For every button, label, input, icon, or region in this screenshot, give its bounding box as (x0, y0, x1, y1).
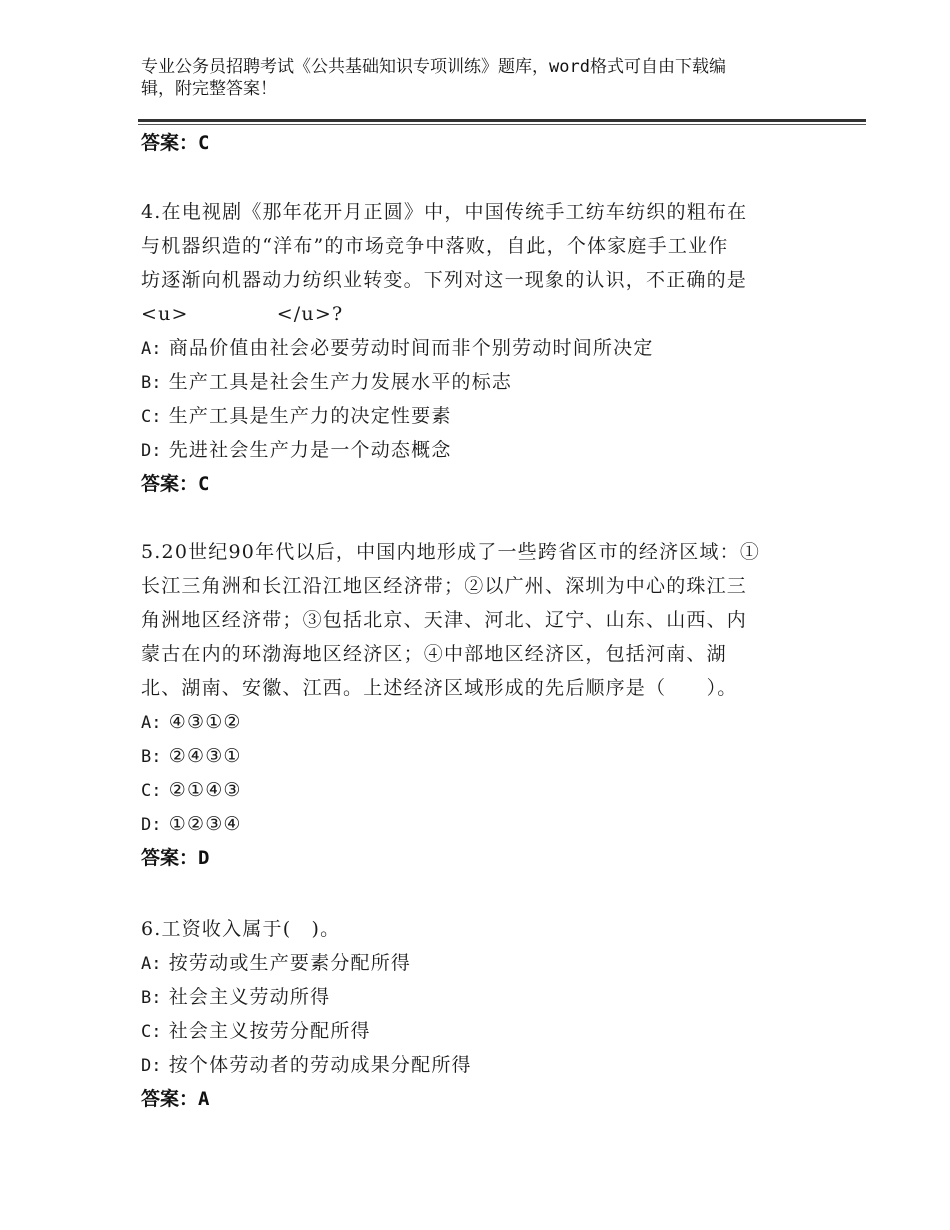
answer-value: C (198, 132, 210, 154)
question-stem (141, 535, 821, 705)
option-text: ①②③④ (168, 813, 242, 835)
answer-previous (141, 126, 821, 160)
answer-label: 答案： (141, 847, 199, 869)
option-key: C: (141, 407, 162, 427)
option-c (141, 1014, 821, 1048)
option-d (141, 433, 821, 467)
option-text: ②④③① (168, 745, 242, 767)
stem-line: 角洲地区经济带；③包括北京、天津、河北、辽宁、山东、山西、内 (141, 609, 748, 631)
option-text: 生产工具是生产力的决定性要素 (168, 405, 452, 427)
answer-q6 (141, 1082, 821, 1116)
answer-label: 答案： (141, 132, 199, 154)
option-text: 按劳动或生产要素分配所得 (168, 952, 412, 974)
header-line-1: 专业公务员招聘考试《公共基础知识专项训练》题库，word格式可自由下载编 (141, 57, 726, 77)
option-text: 社会主义按劳分配所得 (168, 1020, 371, 1042)
option-key: D: (141, 815, 162, 835)
stem-line: 蒙古在内的环渤海地区经济区；④中部地区经济区，包括河南、湖 (141, 643, 727, 665)
option-text: 按个体劳动者的劳动成果分配所得 (168, 1054, 472, 1076)
answer-label: 答案： (141, 473, 199, 495)
option-a (141, 946, 821, 980)
stem-line: 5.20世纪90年代以后，中国内地形成了一些跨省区市的经济区域：① (141, 541, 761, 563)
option-text: 生产工具是社会生产力发展水平的标志 (168, 371, 513, 393)
option-key: B: (141, 747, 162, 767)
stem-line: 北、湖南、安徽、江西。上述经济区域形成的先后顺序是（ ）。 (141, 677, 738, 699)
option-key: A: (141, 954, 162, 974)
option-key: C: (141, 781, 162, 801)
option-key: D: (141, 441, 162, 461)
stem-line: 6.工资收入属于( )。 (141, 918, 341, 940)
question-stem (141, 912, 821, 946)
option-text: 先进社会生产力是一个动态概念 (168, 439, 452, 461)
stem-line: 长江三角洲和长江沿江地区经济带；②以广州、深圳为中心的珠江三 (141, 575, 748, 597)
question-5 (141, 535, 821, 875)
header-divider-thin (138, 124, 866, 125)
option-c (141, 773, 821, 807)
answer-value: D (198, 847, 210, 869)
option-text: ④③①② (168, 711, 242, 733)
option-c (141, 399, 821, 433)
header-divider-thick (138, 119, 866, 122)
option-text: ②①④③ (168, 779, 242, 801)
option-a (141, 331, 821, 365)
underline-close-tag: </u>? (276, 303, 344, 325)
option-b (141, 980, 821, 1014)
question-stem (141, 195, 821, 331)
question-4 (141, 195, 821, 501)
option-key: B: (141, 988, 162, 1008)
option-d (141, 807, 821, 841)
option-b (141, 365, 821, 399)
stem-line: 坊逐渐向机器动力纺织业转变。下列对这一现象的认识，不正确的是 (141, 269, 748, 291)
option-text: 商品价值由社会必要劳动时间而非个别劳动时间所决定 (168, 337, 654, 359)
header-line-2: 辑，附完整答案！ (141, 79, 277, 99)
stem-line-tags (141, 297, 821, 331)
answer-q4 (141, 467, 821, 501)
stem-line: 4.在电视剧《那年花开月正圆》中，中国传统手工纺车纺织的粗布在 (141, 201, 748, 223)
answer-q5 (141, 841, 821, 875)
option-a (141, 705, 821, 739)
page-header (141, 56, 791, 100)
option-d (141, 1048, 821, 1082)
option-key: D: (141, 1056, 162, 1076)
option-text: 社会主义劳动所得 (168, 986, 331, 1008)
option-key: A: (141, 339, 162, 359)
option-key: A: (141, 713, 162, 733)
answer-value: A (198, 1088, 210, 1110)
underline-open-tag: <u> (141, 303, 189, 325)
stem-line: 与机器织造的“洋布”的市场竞争中落败，自此，个体家庭手工业作 (141, 235, 729, 257)
answer-value: C (198, 473, 210, 495)
option-key: C: (141, 1022, 162, 1042)
question-6 (141, 912, 821, 1116)
answer-label: 答案： (141, 1088, 199, 1110)
option-b (141, 739, 821, 773)
option-key: B: (141, 373, 162, 393)
